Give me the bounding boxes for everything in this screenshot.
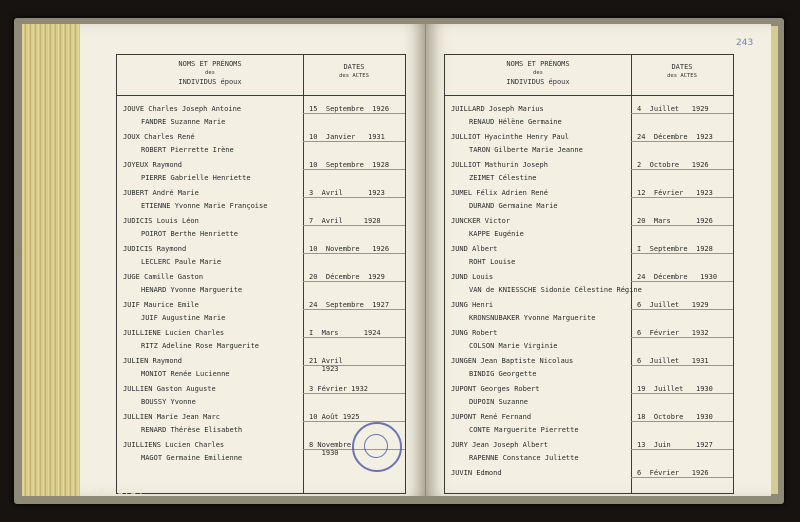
row-rule <box>631 141 733 142</box>
entry-groom: JUILLARD Joseph Marius <box>451 105 544 113</box>
entry-groom: JUDICIS Louis Léon <box>123 217 199 225</box>
entry-bride: CONTE Marguerite Pierrette <box>469 426 579 434</box>
entry-date: 24 Décembre 1923 <box>637 133 713 141</box>
right-page <box>426 24 771 496</box>
row-rule <box>303 421 405 422</box>
dates-header: DATES des ACTES <box>339 63 369 79</box>
entry-date: I Septembre 1928 <box>637 245 713 253</box>
entry-bride: BOUSSY Yvonne <box>141 398 196 406</box>
names-header: NOMS ET PRÉNOMS des INDIVIDUS époux <box>178 60 242 86</box>
row-rule <box>303 169 405 170</box>
entry-bride: KRONSNUBAKER Yvonne Marguerite <box>469 314 596 322</box>
entry-date: 20 Mars 1926 <box>637 217 713 225</box>
row-rule <box>631 365 733 366</box>
row-rule <box>631 169 733 170</box>
entry-date: 12 Février 1923 <box>637 189 713 197</box>
entry-groom: JUMEL Félix Adrien René <box>451 189 548 197</box>
entry-groom: JUDICIS Raymond <box>123 245 187 253</box>
entry-bride: HENARD Yvonne Marguerite <box>141 286 243 294</box>
entry-date: I Mars 1924 <box>309 329 381 337</box>
row-rule <box>631 197 733 198</box>
entry-date: 20 Décembre 1929 <box>309 273 385 281</box>
row-rule <box>631 253 733 254</box>
entry-date: 6 Juillet 1931 <box>637 357 709 365</box>
entry-date: 24 Décembre 1930 <box>637 273 718 281</box>
entry-date: 18 Octobre 1930 <box>637 413 713 421</box>
entry-bride: RENAUD Hélène Germaine <box>469 118 562 126</box>
right-table <box>444 54 734 494</box>
row-rule <box>303 365 405 366</box>
entry-groom: JUPONT Georges Robert <box>451 385 540 393</box>
entry-bride: LECLERC Paule Marie <box>141 258 222 266</box>
entry-groom: JULLIEN Marie Jean Marc <box>123 413 220 421</box>
row-rule <box>303 253 405 254</box>
entry-date: 21 Avril 1923 <box>309 357 343 373</box>
row-rule <box>631 281 733 282</box>
row-rule <box>303 113 405 114</box>
entry-groom: JOUX Charles René <box>123 133 195 141</box>
entry-groom: JULLIOT Mathurin Joseph <box>451 161 548 169</box>
entry-groom: JUNG Henri <box>451 301 494 309</box>
entry-groom: JUGE Camille Gaston <box>123 273 204 281</box>
entry-bride: TARON Gilberte Marie Jeanne <box>469 146 583 154</box>
row-rule <box>303 393 405 394</box>
row-rule <box>631 421 733 422</box>
row-rule <box>631 337 733 338</box>
row-rule <box>631 449 733 450</box>
archive-stamp <box>352 422 402 472</box>
entry-date: 6 Juillet 1929 <box>637 301 709 309</box>
row-rule <box>303 141 405 142</box>
entry-groom: JUND Albert <box>451 245 498 253</box>
page-edges <box>22 24 82 496</box>
entry-groom: JUND Louis <box>451 273 494 281</box>
entry-groom: JUNCKER Victor <box>451 217 511 225</box>
entry-bride: ETIENNE Yvonne Marie Françoise <box>141 202 268 210</box>
row-rule <box>303 225 405 226</box>
entry-groom: JUNGEN Jean Baptiste Nicolaus <box>451 357 574 365</box>
shelfmark: SP 84749 <box>92 488 144 498</box>
entry-bride: RITZ Adeline Rose Marguerite <box>141 342 260 350</box>
entry-bride: FANDRE Suzanne Marie <box>141 118 226 126</box>
entry-bride: PIERRE Gabrielle Henriette <box>141 174 251 182</box>
entry-bride: DURAND Germaine Marie <box>469 202 558 210</box>
entry-groom: JUPONT René Fernand <box>451 413 532 421</box>
entry-date: 13 Juin 1927 <box>637 441 713 449</box>
entry-groom: JURY Jean Joseph Albert <box>451 441 548 449</box>
entry-groom: JUVIN Edmond <box>451 469 502 477</box>
entry-date: 10 Septembre 1928 <box>309 161 390 169</box>
entry-groom: JUNG Robert <box>451 329 498 337</box>
entry-groom: JOYEUX Raymond <box>123 161 183 169</box>
entry-date: 19 Juillet 1930 <box>637 385 713 393</box>
entry-date: 3 Avril 1923 <box>309 189 385 197</box>
entry-bride: ROBERT Pierrette Irène <box>141 146 234 154</box>
row-rule <box>631 393 733 394</box>
row-rule <box>631 225 733 226</box>
row-rule <box>303 309 405 310</box>
entry-date: 6 Février 1926 <box>637 469 709 477</box>
entry-date: 10 Janvier 1931 <box>309 133 385 141</box>
entry-bride: KAPPE Eugénie <box>469 230 524 238</box>
entry-bride: DUPOIN Suzanne <box>469 398 529 406</box>
entry-date: 8 Novembre 1930 <box>309 441 352 457</box>
names-header: NOMS ET PRÉNOMS des INDIVIDUS époux <box>506 60 570 86</box>
entry-bride: MONIOT Renée Lucienne <box>141 370 230 378</box>
page-number: 243 <box>736 38 754 48</box>
entry-bride: RAPENNE Constance Juliette <box>469 454 579 462</box>
entry-groom: JUBERT André Marie <box>123 189 199 197</box>
row-rule <box>631 113 733 114</box>
row-rule <box>303 197 405 198</box>
entry-groom: JULLIOT Hyacinthe Henry Paul <box>451 133 570 141</box>
entry-groom: JUILLIENE Lucien Charles <box>123 329 225 337</box>
entry-groom: JUILLIENS Lucien Charles <box>123 441 225 449</box>
entry-bride: RENARD Thérèse Elisabeth <box>141 426 243 434</box>
entry-date: 10 Août 1925 <box>309 413 360 421</box>
dates-header: DATES des ACTES <box>667 63 697 79</box>
entry-bride: POIROT Berthe Henriette <box>141 230 238 238</box>
entry-date: 3 Février 1932 <box>309 385 369 393</box>
row-rule <box>303 281 405 282</box>
entry-bride: VAN de KNIESSCHE Sidonie Célestine Régine <box>469 286 642 294</box>
entry-groom: JUIF Maurice Emile <box>123 301 199 309</box>
entry-date: 15 Septembre 1926 <box>309 105 390 113</box>
entry-bride: JUIF Augustine Marie <box>141 314 226 322</box>
entry-bride: COLSON Marie Virginie <box>469 342 558 350</box>
entry-date: 2 Octobre 1926 <box>637 161 709 169</box>
entry-bride: ZEIMET Célestine <box>469 174 537 182</box>
row-rule <box>631 309 733 310</box>
entry-groom: JULIEN Raymond <box>123 357 183 365</box>
row-rule <box>303 337 405 338</box>
entry-date: 6 Février 1932 <box>637 329 709 337</box>
entry-date: 10 Novembre 1926 <box>309 245 390 253</box>
entry-bride: BINDIG Georgette <box>469 370 537 378</box>
entry-groom: JOUVE Charles Joseph Antoine <box>123 105 242 113</box>
entry-date: 24 Septembre 1927 <box>309 301 390 309</box>
entry-groom: JULLIEN Gaston Auguste <box>123 385 216 393</box>
entry-date: 4 Juillet 1929 <box>637 105 709 113</box>
row-rule <box>631 477 733 478</box>
entry-bride: ROHT Louise <box>469 258 516 266</box>
entry-bride: MAGOT Germaine Emilienne <box>141 454 243 462</box>
entry-date: 7 Avril 1928 <box>309 217 381 225</box>
